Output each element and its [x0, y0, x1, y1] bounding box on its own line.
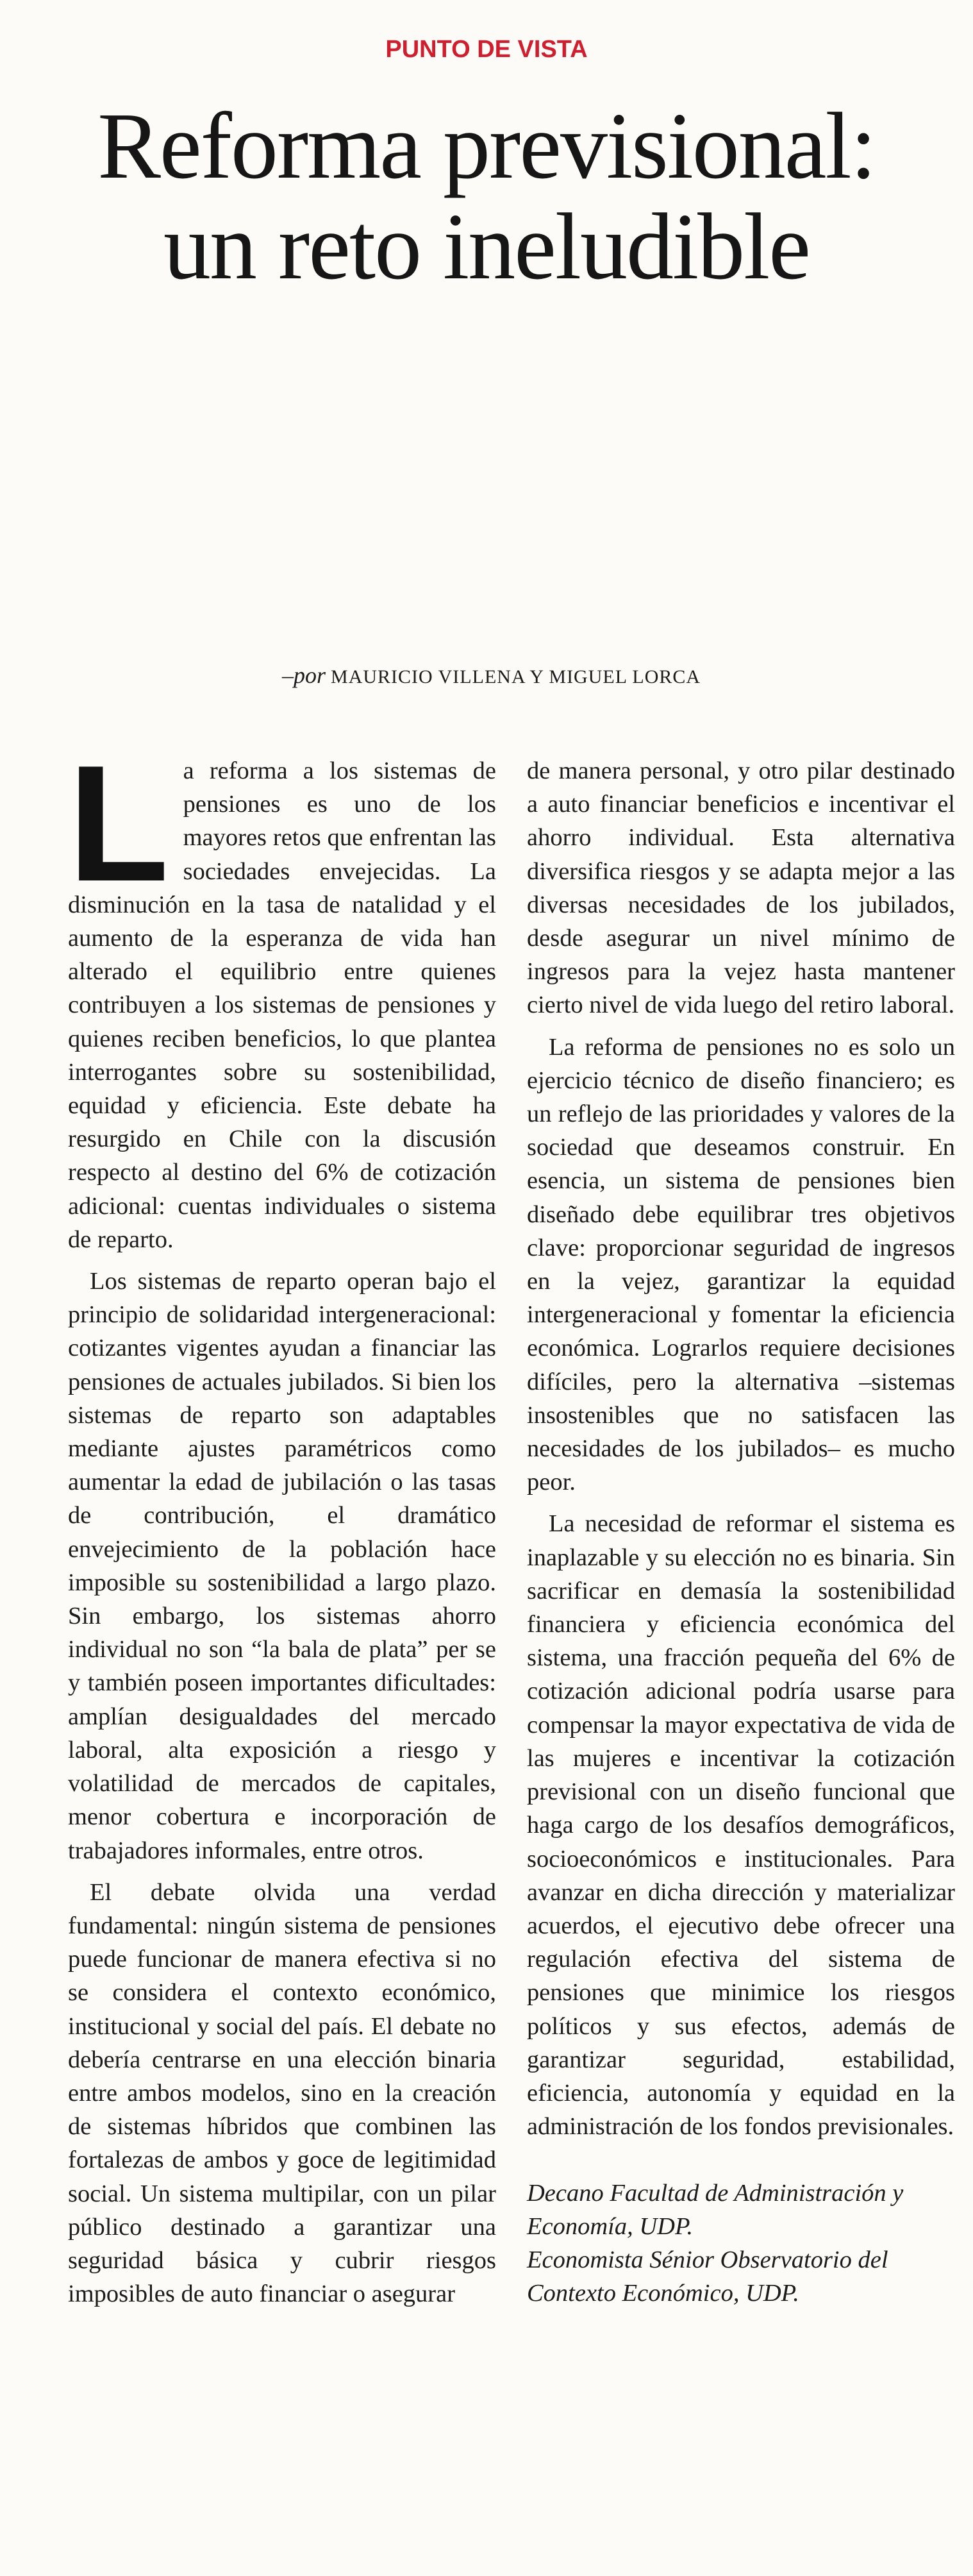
drop-cap: L [68, 730, 169, 916]
article-paragraph-2: Los sistemas de reparto operan bajo el principio de solidaridad intergeneracional: cotizantes vigentes ayudan a financiar las pensiones de actuales jubilados. Si bien los sistemas de reparto son adaptables mediante ajustes paramétricos como aumentar la edad de jubilación o las tasas de contribución, el dramático envejecimiento de la población hace imposible su sostenibilidad a largo plazo. Sin embargo, los sistemas ahorro individual no son “la bala de plata” per se y también poseen importantes dificultades: amplían desigualdades del mercado laboral, alta exposición a riesgo y volatilidad de mercados de capitales, menor cobertura e incorporación de trabajadores informales, entre otros. [68, 1268, 496, 1864]
article-paragraph-3-continued: de manera personal, y otro pilar destinado a auto financiar beneficios e incentivar el ahorro individual. Esta alternativa diversifica riesgos y se adapta mejor a las diversas necesidades de los jubilados, desde asegurar un nivel mínimo de ingresos para la vejez hasta mantener cierto nivel de vida luego del retiro laboral. [527, 757, 955, 1019]
credential-line-2: Economista Sénior Observatorio del Contexto Económico, UDP. [527, 2246, 888, 2307]
article-paragraph-3: El debate olvida una verdad fundamental: ningún sistema de pensiones puede funcionar de manera efectiva si no se considera el contexto económico, institucional y social del país. El debate no debería centrarse en una elección binaria entre ambos modelos, sino en la creación de sistemas híbridos que combinen las fortalezas de ambos y goce de legitimidad social. Un sistema multipilar, con un pilar público destinado a garantizar una seguridad básica y cubrir riesgos imposibles de auto financiar o asegurar [68, 1878, 496, 2308]
byline-authors: MAURICIO VILLENA Y MIGUEL LORCA [331, 666, 701, 687]
byline-prefix: –por [282, 662, 326, 688]
headline: Reforma previsional: un reto ineludible [97, 94, 876, 299]
article-paragraph-1 [68, 730, 496, 1256]
article-column-left [68, 730, 496, 2319]
first-paragraph-text: a reforma a los sistemas de pensiones es uno de los mayores retos que enfrentan las sociedades envejecidas. La disminución en la tasa de natalidad y el aumento de la esperanza de vida han alterado el equilibrio entre quienes contribuyen a los sistemas de pensiones y quienes reciben beneficios, lo que plantea interrogantes sobre su sostenibilidad, equidad y eficiencia. Este debate ha resurgido en Chile con la discusión respecto al destino del 6% de cotización adicional: cuentas individuales o sistema de reparto. [68, 757, 496, 1253]
article-paragraph-4: La reforma de pensiones no es solo un ejercicio técnico de diseño financiero; es un reflejo de las prioridades y valores de la sociedad que deseamos construir. En esencia, un sistema de pensiones bien diseñado debe equilibrar tres objetivos clave: proporcionar seguridad de ingresos en la vejez, garantizar la equidad intergeneracional y fomentar la eficiencia económica. Lograrlos requiere decisiones difíciles, pero la alternativa –sistemas insostenibles que no satisfacen las necesidades de los jubilados– es mucho peor. [527, 1033, 955, 1496]
credential-line-1: Decano Facultad de Administración y Economía, UDP. [527, 2180, 904, 2241]
article-paragraph-5: La necesidad de reformar el sistema es inaplazable y su elección no es binaria. Sin sacrificar en demasía la sostenibilidad financiera y eficiencia económica del sistema, una fracción pequeña del 6% de cotización adicional podría usarse para compensar la mayor expectativa de vida de las mujeres e incentivar la cotización previsional con un diseño funcional que haga cargo de los desafíos demográficos, socioeconómicos e institucionales. Para avanzar en dicha dirección y materializar acuerdos, el ejecutivo debe ofrecer una regulación efectiva del sistema de pensiones que minimice los riesgos políticos y sus efectos, además de garantizar seguridad, estabilidad, eficiencia, autonomía y equidad en la administración de los fondos previsionales. [527, 1510, 955, 2141]
author-credentials [527, 2176, 955, 2310]
byline [282, 662, 769, 689]
article-column-right [527, 754, 955, 2310]
section-label: PUNTO DE VISTA [385, 36, 588, 63]
